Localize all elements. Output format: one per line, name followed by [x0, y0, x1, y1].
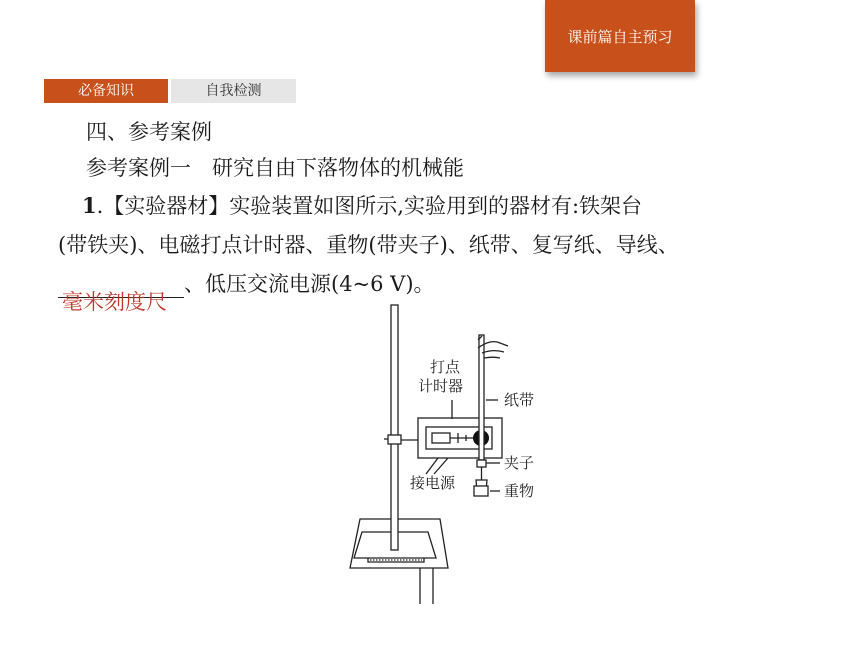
section-tab[interactable] [545, 0, 695, 72]
answer-blank [58, 271, 184, 314]
section-heading: 四、参考案例 [86, 120, 212, 144]
paragraph-line-1 [82, 190, 642, 220]
apparatus-figure [340, 300, 580, 605]
table-legs [420, 568, 433, 604]
answer-text: 毫米刻度尺 [62, 290, 167, 314]
label-tape: 纸带 [504, 391, 535, 409]
paragraph-line-3 [58, 268, 435, 314]
tab-bar [44, 79, 296, 103]
paragraph-line-2: (带铁夹)、电磁打点计时器、重物(带夹子)、纸带、复写纸、导线、 [58, 233, 679, 257]
paper-tape [479, 335, 484, 460]
item-number: 1 [82, 193, 97, 218]
label-timer-line1: 打点 [430, 358, 461, 376]
label-power: 接电源 [410, 474, 456, 492]
label-timer-line2: 计时器 [418, 377, 464, 395]
weight [474, 486, 488, 496]
case-subheading: 参考案例一 研究自由下落物体的机械能 [86, 156, 464, 180]
weight-clamp [477, 460, 486, 467]
paragraph-text-3: 、低压交流电源(4~6 V)。 [184, 272, 435, 296]
tab-self-check[interactable]: 自我检测 [171, 79, 296, 103]
stand-rod [391, 305, 398, 550]
label-weight: 重物 [504, 482, 535, 500]
paragraph-text-1: .【实验器材】实验装置如图所示,实验用到的器材有:铁架台 [96, 194, 643, 218]
section-tab-label: 课前篇自主预习 [567, 27, 673, 46]
tab-essential-knowledge[interactable]: 必备知识 [44, 79, 168, 103]
label-clamp: 夹子 [504, 454, 535, 472]
